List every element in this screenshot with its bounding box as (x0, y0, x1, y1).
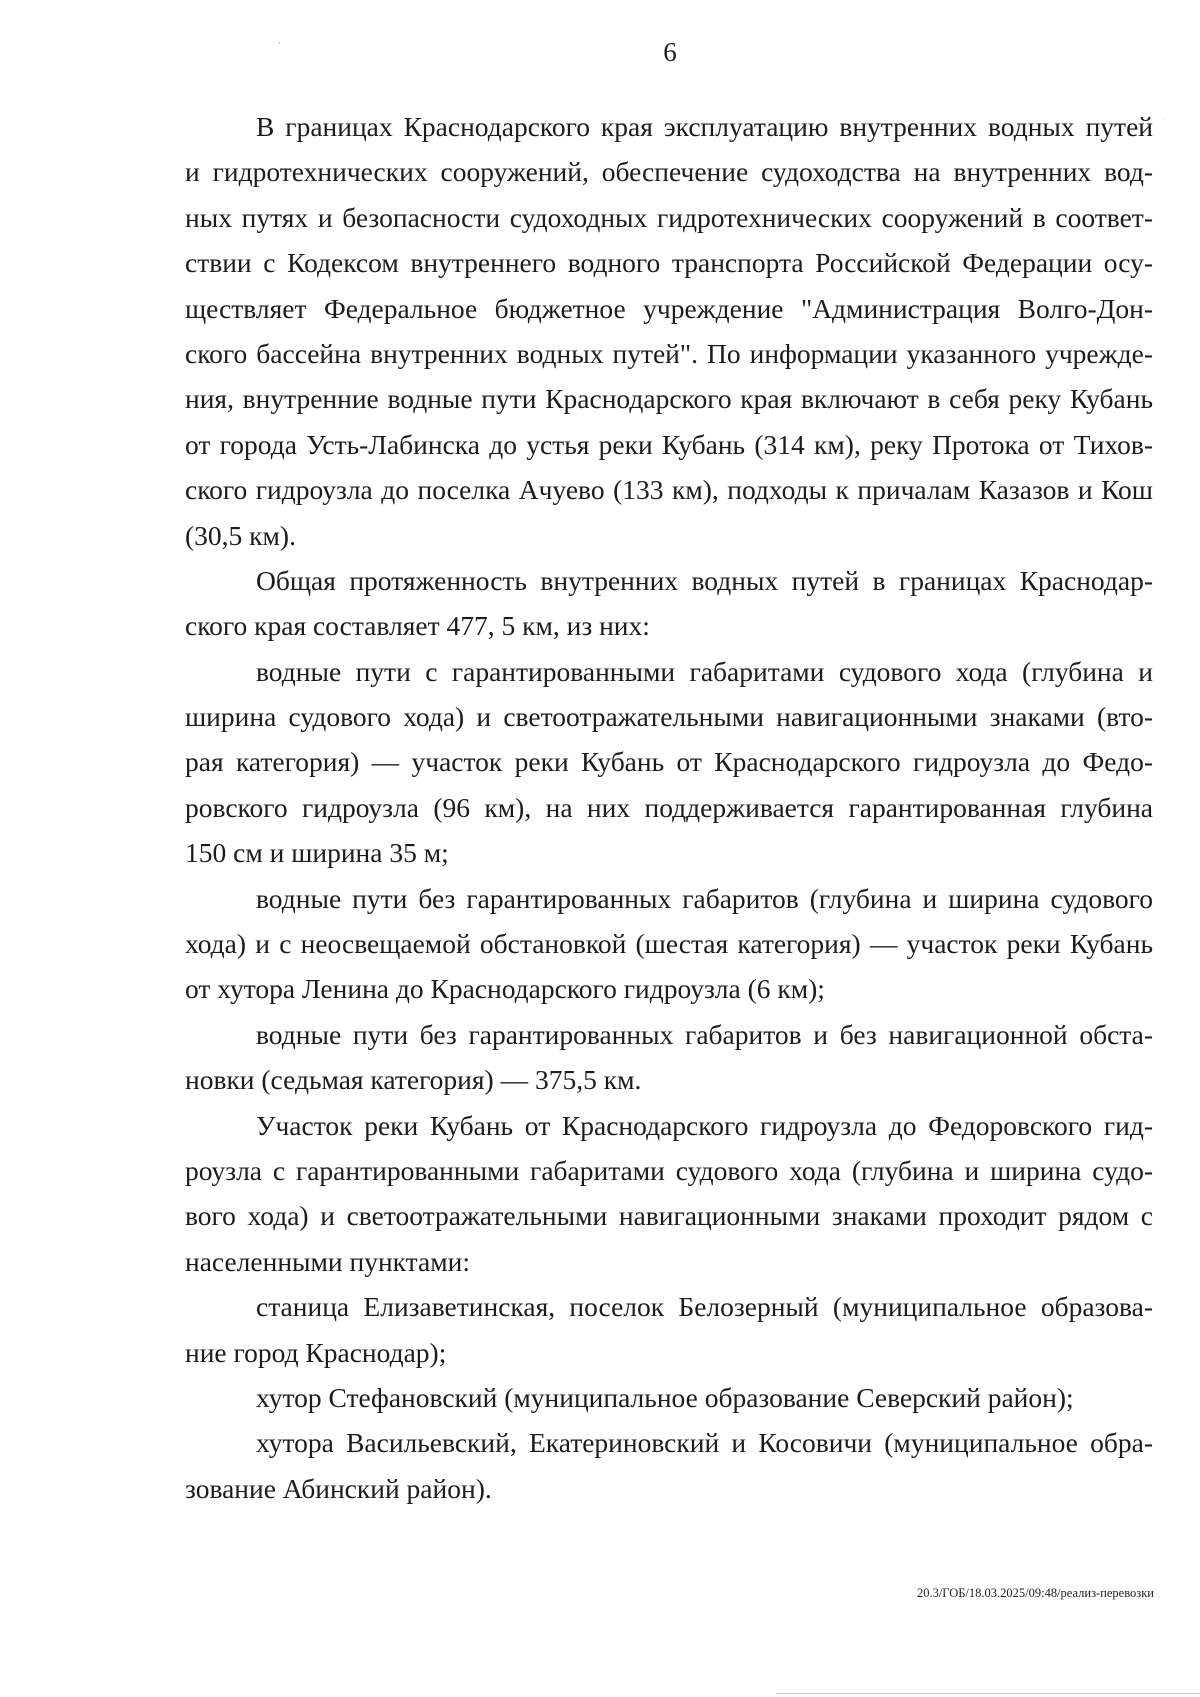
text-line: (30,5 км). (185, 519, 296, 551)
paragraph-category-6 (185, 876, 1153, 1012)
paragraph-category-2 (185, 649, 1153, 876)
text-line: ществляет Федеральное бюджетное учреждение "Администрация Волго-Дон- (185, 292, 1153, 324)
paragraph-settlement-seversky (185, 1375, 1153, 1420)
text-line: ширина судового хода) и светоотражательными навигационными знаками (вто- (185, 701, 1153, 733)
text-line: вого хода) и светоотражательными навигационными знаками проходит рядом с (185, 1200, 1153, 1232)
text-line: ского бассейна внутренних водных путей". По информации указанного учрежде- (185, 337, 1153, 369)
text-line: и гидротехнических сооружений, обеспечение судоходства на внутренних вод- (185, 156, 1153, 188)
text-line: от хутора Ленина до Краснодарского гидроузла (6 км); (185, 973, 825, 1005)
scan-artifact (279, 42, 280, 44)
text-line: рая категория) — участок реки Кубань от Краснодарского гидроузла до Федо- (185, 746, 1153, 778)
text-line: водные пути без гарантированных габаритов и без навигационной обста- (256, 1018, 1153, 1050)
text-line: В границах Краснодарского края эксплуатацию внутренних водных путей (256, 111, 1153, 142)
page-number: 6 (663, 37, 677, 67)
paragraph-administration (185, 104, 1153, 558)
text-line: ского гидроузла до поселка Ачуево (133 км), подходы к причалам Казазов и Кош (185, 474, 1153, 506)
text-line: Общая протяженность внутренних водных путей в границах Краснодар- (256, 564, 1153, 596)
paragraph-category-7 (185, 1012, 1153, 1103)
text-line: 150 см и ширина 35 м; (185, 837, 449, 869)
text-line: зование Абинский район). (185, 1472, 492, 1504)
paragraph-kuban-section (185, 1103, 1153, 1285)
text-line: Участок реки Кубань от Краснодарского гидроузла до Федоровского гид- (256, 1109, 1153, 1141)
text-line: ние город Краснодар); (185, 1336, 447, 1368)
text-line: ствии с Кодексом внутреннего водного транспорта Российской Федерации осу- (185, 247, 1153, 279)
text-line: от города Усть-Лабинска до устья реки Кубань (314 км), реку Протока от Тихов- (185, 428, 1153, 460)
document-body (185, 104, 1153, 1511)
paragraph-total-length (185, 558, 1153, 649)
text-line: ского края составляет 477, 5 км, из них: (185, 610, 650, 642)
text-line: ровского гидроузла (96 км), на них поддерживается гарантированная глубина (185, 791, 1153, 823)
text-line: роузла с гарантированными габаритами судового хода (глубина и ширина судо- (185, 1154, 1153, 1186)
paragraph-settlement-abinsky (185, 1420, 1153, 1511)
text-line: станица Елизаветинская, поселок Белозерный (муниципальное образова- (256, 1291, 1153, 1323)
text-line: населенными пунктами: (185, 1245, 471, 1277)
scan-artifact (776, 1693, 1200, 1694)
scan-artifact (1163, 118, 1164, 119)
text-line: ния, внутренние водные пути Краснодарского края включают в себя реку Кубань (185, 383, 1153, 415)
text-line: ных путях и безопасности судоходных гидротехнических сооружений в соответ- (185, 201, 1153, 233)
text-line: водные пути с гарантированными габаритами судового хода (глубина и (256, 655, 1153, 687)
text-line: водные пути без гарантированных габаритов (глубина и ширина судового (256, 882, 1153, 914)
text-line: хутор Стефановский (муниципальное образование Северский район); (256, 1381, 1074, 1413)
footer-stamp: 20.3/ГОБ/18.03.2025/09:48/реализ-перевозки (916, 1586, 1154, 1600)
text-line: хода) и с неосвещаемой обстановкой (шестая категория) — участок реки Кубань (185, 928, 1153, 960)
paragraph-settlement-krasnodar (185, 1284, 1153, 1375)
text-line: хутора Васильевский, Екатериновский и Косовичи (муниципальное обра- (256, 1427, 1153, 1459)
text-line: новки (седьмая категория) — 375,5 км. (185, 1064, 642, 1096)
